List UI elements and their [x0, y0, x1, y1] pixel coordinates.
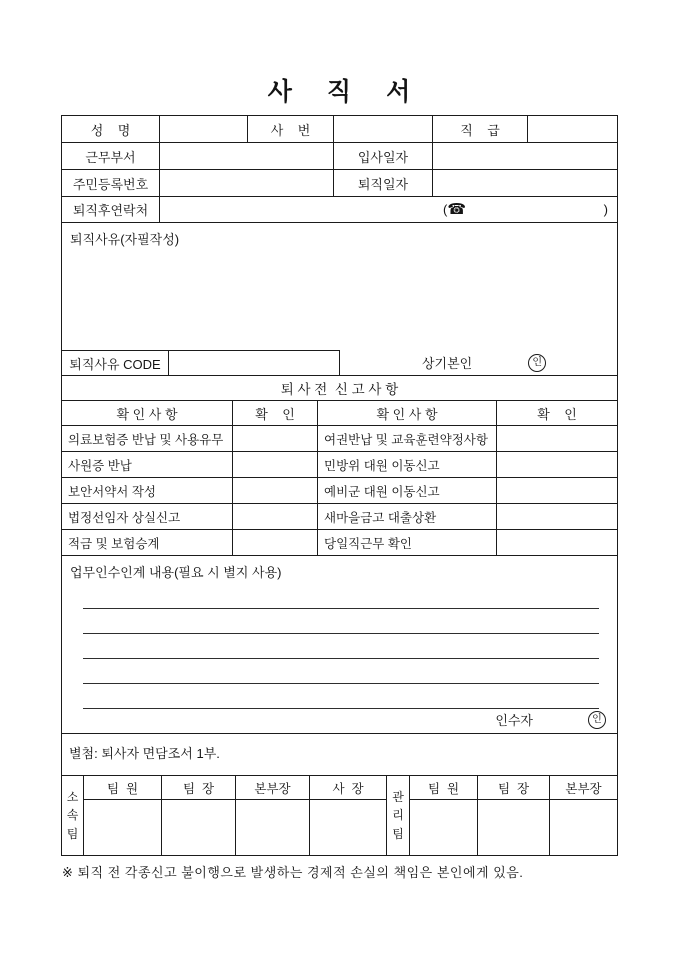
writing-line[interactable] — [83, 658, 599, 659]
approval-col-header: 사 장 — [310, 776, 386, 800]
check-input-cell[interactable] — [497, 478, 617, 503]
check-input-cell[interactable] — [233, 426, 318, 451]
hire-date-value-cell[interactable] — [433, 143, 617, 169]
approval-column — [162, 776, 236, 855]
signature-cell[interactable] — [410, 800, 477, 855]
check-input-cell[interactable] — [233, 452, 318, 477]
approval-col-header: 본부장 — [236, 776, 309, 800]
approval-column — [550, 776, 617, 855]
signature-cell[interactable] — [162, 800, 235, 855]
info-row-4 — [62, 197, 617, 223]
approval-column — [478, 776, 550, 855]
group-label-admin-team: 관리팀 — [387, 776, 410, 855]
check-input-cell[interactable] — [497, 504, 617, 529]
checklist-row — [62, 452, 617, 478]
check-item-label: 민방위 대원 이동신고 — [318, 452, 497, 477]
check-item-label: 여권반납 및 교육훈련약정사항 — [318, 426, 497, 451]
signature-cell[interactable] — [84, 800, 161, 855]
pre-resignation-report-title: 퇴 사 전 신 고 사 항 — [62, 376, 617, 401]
writing-line[interactable] — [83, 683, 599, 684]
info-row-1 — [62, 116, 617, 143]
check-item-header-left: 확 인 사 항 — [62, 401, 233, 425]
name-value-cell[interactable] — [160, 116, 248, 142]
department-value-cell[interactable] — [160, 143, 334, 169]
check-item-label: 사원증 반납 — [62, 452, 233, 477]
approval-col-header: 팀 원 — [84, 776, 161, 800]
checklist-row — [62, 530, 617, 556]
reason-code-row — [62, 350, 617, 375]
signature-cell[interactable] — [550, 800, 617, 855]
hire-date-label: 입사일자 — [334, 143, 433, 169]
approval-col-header: 팀 장 — [162, 776, 235, 800]
check-header-right: 확 인 — [537, 406, 577, 422]
check-item-label: 법정선임자 상실신고 — [62, 504, 233, 529]
phone-icon: ☎ — [447, 201, 467, 218]
check-item-label: 보안서약서 작성 — [62, 478, 233, 503]
checklist-row — [62, 426, 617, 452]
resignation-reason-label: 퇴직사유(자필작성) — [70, 232, 180, 247]
writing-line[interactable] — [83, 608, 599, 609]
approval-col-header: 팀 장 — [478, 776, 549, 800]
seal-char: 인 — [532, 356, 543, 368]
handover-label: 업무인수인계 내용(필요 시 별지 사용) — [70, 565, 282, 580]
approval-col-header: 팀 원 — [410, 776, 477, 800]
post-resign-contact-label: 퇴직후연락처 — [62, 197, 160, 222]
checklist-row — [62, 504, 617, 530]
resign-date-label: 퇴직일자 — [334, 170, 433, 196]
writing-line[interactable] — [83, 708, 599, 709]
check-item-label: 의료보험증 반납 및 사용유무 — [62, 426, 233, 451]
form-title: 사 직 서 — [267, 79, 413, 106]
post-resign-contact-cell — [160, 197, 617, 222]
footnote: ※ 퇴직 전 각종신고 불이행으로 발생하는 경제적 손실의 책임은 본인에게 있음. — [62, 865, 524, 880]
reason-code-label: 퇴직사유 CODE — [62, 350, 168, 375]
seal-icon — [528, 354, 546, 372]
reason-code-input-cell[interactable] — [168, 350, 340, 375]
checklist-header — [62, 401, 617, 426]
info-row-3 — [62, 170, 617, 197]
check-item-label: 예비군 대원 이동신고 — [318, 478, 497, 503]
approval-table — [62, 776, 617, 855]
resign-date-value-cell[interactable] — [433, 170, 617, 196]
check-input-cell[interactable] — [497, 452, 617, 477]
phone-paren-close: ) — [603, 202, 608, 217]
handover-section — [62, 556, 617, 734]
approval-column — [310, 776, 387, 855]
check-input-cell[interactable] — [233, 478, 318, 503]
rank-label: 직 급 — [433, 116, 528, 142]
approval-column — [84, 776, 162, 855]
writing-line[interactable] — [83, 633, 599, 634]
receiver-area — [495, 710, 606, 729]
employee-no-value-cell[interactable] — [334, 116, 433, 142]
seal-char: 인 — [592, 713, 602, 725]
checklist-row — [62, 478, 617, 504]
seal-icon — [588, 711, 606, 729]
check-item-header-right: 확 인 사 항 — [318, 401, 497, 425]
info-row-2 — [62, 143, 617, 170]
signature-cell[interactable] — [310, 800, 386, 855]
department-label: 근무부서 — [62, 143, 160, 169]
check-input-cell[interactable] — [497, 426, 617, 451]
resignation-reason-section — [62, 223, 617, 376]
check-item-label: 적금 및 보험승계 — [62, 530, 233, 555]
check-item-label: 당일직근무 확인 — [318, 530, 497, 555]
rrn-label: 주민등록번호 — [62, 170, 160, 196]
signature-cell[interactable] — [478, 800, 549, 855]
employee-no-label: 사 번 — [248, 116, 334, 142]
rank-value-cell[interactable] — [528, 116, 617, 142]
check-input-cell[interactable] — [233, 530, 318, 555]
signature-cell[interactable] — [236, 800, 309, 855]
check-input-cell[interactable] — [497, 530, 617, 555]
check-item-label: 새마을금고 대출상환 — [318, 504, 497, 529]
approval-column — [410, 776, 478, 855]
check-input-cell[interactable] — [233, 504, 318, 529]
self-confirm-label: 상기본인 — [422, 356, 473, 371]
reason-writing-area[interactable] — [63, 251, 616, 349]
group-label-own-team: 소속팀 — [62, 776, 84, 855]
attachment-note: 별첨: 퇴사자 면담조서 1부. — [62, 734, 617, 776]
receiver-label: 인수자 — [495, 713, 533, 728]
approval-column — [236, 776, 310, 855]
check-header-left: 확 인 — [233, 401, 318, 425]
phone-paren-open: ( — [443, 202, 448, 217]
resignation-form — [61, 115, 618, 856]
rrn-value-cell[interactable] — [160, 170, 334, 196]
self-confirm-area — [340, 350, 617, 375]
name-label: 성 명 — [62, 116, 160, 142]
approval-col-header: 본부장 — [550, 776, 617, 800]
